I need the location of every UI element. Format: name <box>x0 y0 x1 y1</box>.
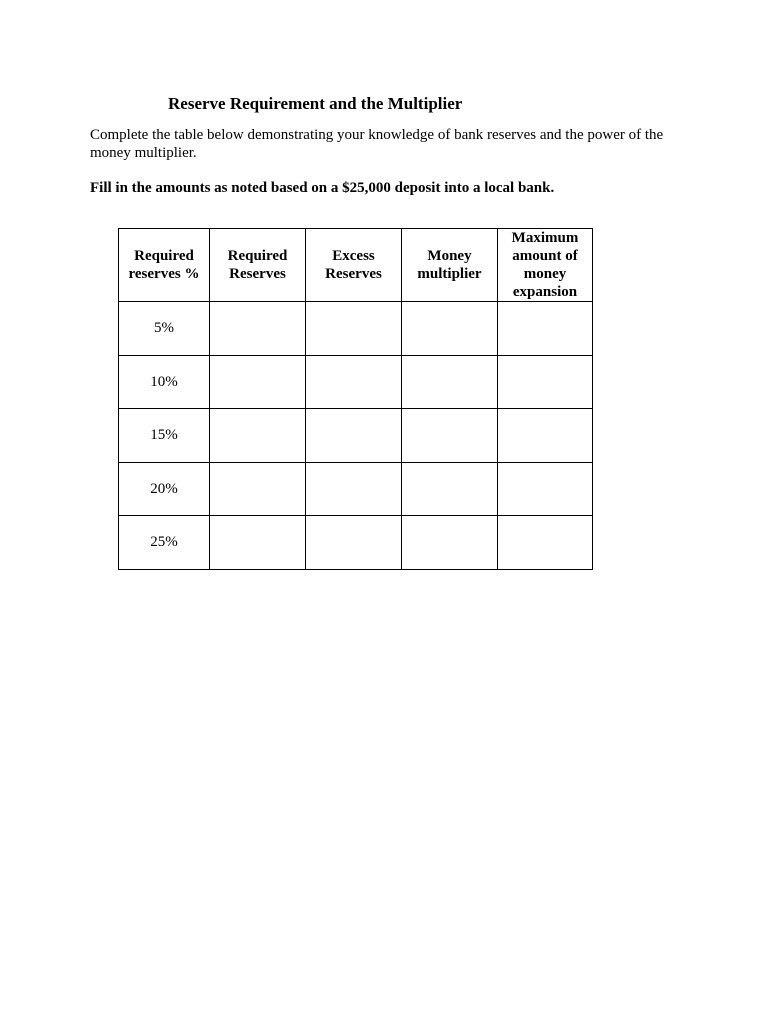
header-required-reserves: Required Reserves <box>210 229 306 302</box>
table-row <box>119 409 593 463</box>
header-required-reserves-percent: Required reserves % <box>119 229 210 302</box>
intro-paragraph: Complete the table below demonstrating your knowledge of bank reserves and the power of the money multiplier. <box>90 127 664 161</box>
document-title: Reserve Requirement and the Multiplier <box>168 94 463 113</box>
reserve-table <box>118 228 593 570</box>
header-excess-reserves: Excess Reserves <box>306 229 402 302</box>
required-reserves-cell[interactable] <box>210 462 306 516</box>
money-expansion-cell[interactable] <box>498 462 593 516</box>
header-money-multiplier: Money multiplier <box>402 229 498 302</box>
required-reserves-cell[interactable] <box>210 355 306 409</box>
table-row <box>119 516 593 570</box>
money-multiplier-cell[interactable] <box>402 409 498 463</box>
money-expansion-cell[interactable] <box>498 355 593 409</box>
table-header-row <box>119 229 593 302</box>
money-multiplier-cell[interactable] <box>402 302 498 356</box>
money-expansion-cell[interactable] <box>498 302 593 356</box>
required-reserves-cell[interactable] <box>210 302 306 356</box>
required-reserves-cell[interactable] <box>210 409 306 463</box>
table-row <box>119 462 593 516</box>
excess-reserves-cell[interactable] <box>306 516 402 570</box>
excess-reserves-cell[interactable] <box>306 409 402 463</box>
excess-reserves-cell[interactable] <box>306 302 402 356</box>
header-maximum-money-expansion: Maximum amount of money expansion <box>498 229 593 302</box>
reserve-percent-cell: 5% <box>119 302 210 356</box>
money-multiplier-cell[interactable] <box>402 462 498 516</box>
reserve-percent-cell: 15% <box>119 409 210 463</box>
money-expansion-cell[interactable] <box>498 516 593 570</box>
money-multiplier-cell[interactable] <box>402 516 498 570</box>
required-reserves-cell[interactable] <box>210 516 306 570</box>
money-multiplier-cell[interactable] <box>402 355 498 409</box>
reserve-percent-cell: 20% <box>119 462 210 516</box>
instruction-text: Fill in the amounts as noted based on a $25,000 deposit into a local bank. <box>90 180 555 196</box>
money-expansion-cell[interactable] <box>498 409 593 463</box>
reserve-percent-cell: 10% <box>119 355 210 409</box>
excess-reserves-cell[interactable] <box>306 462 402 516</box>
table-row <box>119 355 593 409</box>
reserve-percent-cell: 25% <box>119 516 210 570</box>
table-row <box>119 302 593 356</box>
excess-reserves-cell[interactable] <box>306 355 402 409</box>
